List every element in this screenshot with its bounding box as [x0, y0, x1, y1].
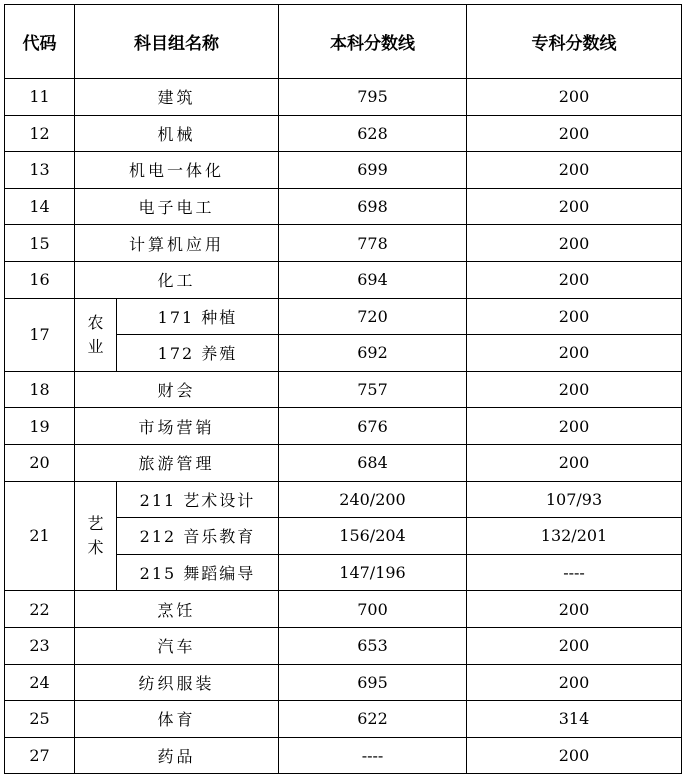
bachelor-cell: 156/204 [279, 518, 467, 555]
category-cell: 汽车 [75, 627, 279, 664]
category-cell: 旅游管理 [75, 444, 279, 481]
code-cell: 22 [5, 591, 75, 628]
code-cell: 25 [5, 701, 75, 738]
table-row [5, 79, 682, 116]
group-char: 艺 [87, 513, 104, 533]
group-char: 农 [87, 312, 104, 332]
code-cell: 17 [5, 298, 75, 371]
header-group-name: 科目组名称 [75, 5, 279, 79]
table-row [5, 261, 682, 298]
group-label-art [75, 481, 117, 591]
bachelor-cell: 628 [279, 115, 467, 152]
category-cell: 市场营销 [75, 408, 279, 445]
bachelor-cell: 695 [279, 664, 467, 701]
category-cell: 化工 [75, 261, 279, 298]
junior-cell: 200 [467, 79, 682, 116]
bachelor-cell: ---- [279, 737, 467, 774]
bachelor-cell: 147/196 [279, 554, 467, 591]
junior-cell: 200 [467, 371, 682, 408]
header-code: 代码 [5, 5, 75, 79]
table-row [5, 701, 682, 738]
junior-cell: 200 [467, 115, 682, 152]
code-cell: 27 [5, 737, 75, 774]
table-row [5, 481, 682, 518]
table-row [5, 225, 682, 262]
category-cell: 机械 [75, 115, 279, 152]
bachelor-cell: 778 [279, 225, 467, 262]
table-row [5, 408, 682, 445]
code-cell: 16 [5, 261, 75, 298]
junior-cell: 200 [467, 261, 682, 298]
table-row [5, 371, 682, 408]
table-row [5, 737, 682, 774]
junior-cell: 200 [467, 591, 682, 628]
category-cell: 药品 [75, 737, 279, 774]
bachelor-cell: 240/200 [279, 481, 467, 518]
category-cell: 电子电工 [75, 188, 279, 225]
junior-cell: 200 [467, 444, 682, 481]
table-row [5, 188, 682, 225]
code-cell: 19 [5, 408, 75, 445]
bachelor-cell: 692 [279, 335, 467, 372]
junior-cell: 200 [467, 298, 682, 335]
group-char: 业 [87, 336, 104, 356]
junior-cell: 200 [467, 225, 682, 262]
bachelor-cell: 700 [279, 591, 467, 628]
junior-cell: 314 [467, 701, 682, 738]
junior-cell: 107/93 [467, 481, 682, 518]
bachelor-cell: 622 [279, 701, 467, 738]
junior-cell: 200 [467, 664, 682, 701]
category-cell: 财会 [75, 371, 279, 408]
subcategory-cell: 215 舞蹈编导 [117, 554, 279, 591]
category-cell: 机电一体化 [75, 152, 279, 189]
bachelor-cell: 720 [279, 298, 467, 335]
code-cell: 20 [5, 444, 75, 481]
subcategory-cell: 211 艺术设计 [117, 481, 279, 518]
table-row [5, 591, 682, 628]
category-cell: 烹饪 [75, 591, 279, 628]
code-cell: 21 [5, 481, 75, 591]
junior-cell: 200 [467, 335, 682, 372]
table-row [5, 115, 682, 152]
bachelor-cell: 795 [279, 79, 467, 116]
code-cell: 24 [5, 664, 75, 701]
junior-cell: 200 [467, 627, 682, 664]
table-row [5, 444, 682, 481]
junior-cell: 200 [467, 152, 682, 189]
bachelor-cell: 694 [279, 261, 467, 298]
score-line-table [4, 4, 682, 774]
bachelor-cell: 699 [279, 152, 467, 189]
code-cell: 12 [5, 115, 75, 152]
bachelor-cell: 653 [279, 627, 467, 664]
bachelor-cell: 698 [279, 188, 467, 225]
code-cell: 18 [5, 371, 75, 408]
table-row [5, 627, 682, 664]
subcategory-cell: 171 种植 [117, 298, 279, 335]
category-cell: 纺织服装 [75, 664, 279, 701]
junior-cell: 132/201 [467, 518, 682, 555]
table-header-row [5, 5, 682, 79]
code-cell: 15 [5, 225, 75, 262]
bachelor-cell: 684 [279, 444, 467, 481]
category-cell: 建筑 [75, 79, 279, 116]
junior-cell: 200 [467, 737, 682, 774]
table-row [5, 152, 682, 189]
table-row [5, 664, 682, 701]
group-char: 术 [87, 537, 104, 557]
junior-cell: 200 [467, 188, 682, 225]
bachelor-cell: 757 [279, 371, 467, 408]
category-cell: 体育 [75, 701, 279, 738]
header-bachelor-score: 本科分数线 [279, 5, 467, 79]
subcategory-cell: 212 音乐教育 [117, 518, 279, 555]
code-cell: 13 [5, 152, 75, 189]
bachelor-cell: 676 [279, 408, 467, 445]
junior-cell: 200 [467, 408, 682, 445]
header-junior-score: 专科分数线 [467, 5, 682, 79]
junior-cell: ---- [467, 554, 682, 591]
code-cell: 14 [5, 188, 75, 225]
category-cell: 计算机应用 [75, 225, 279, 262]
table-row [5, 298, 682, 335]
code-cell: 23 [5, 627, 75, 664]
code-cell: 11 [5, 79, 75, 116]
subcategory-cell: 172 养殖 [117, 335, 279, 372]
group-label-agriculture [75, 298, 117, 371]
